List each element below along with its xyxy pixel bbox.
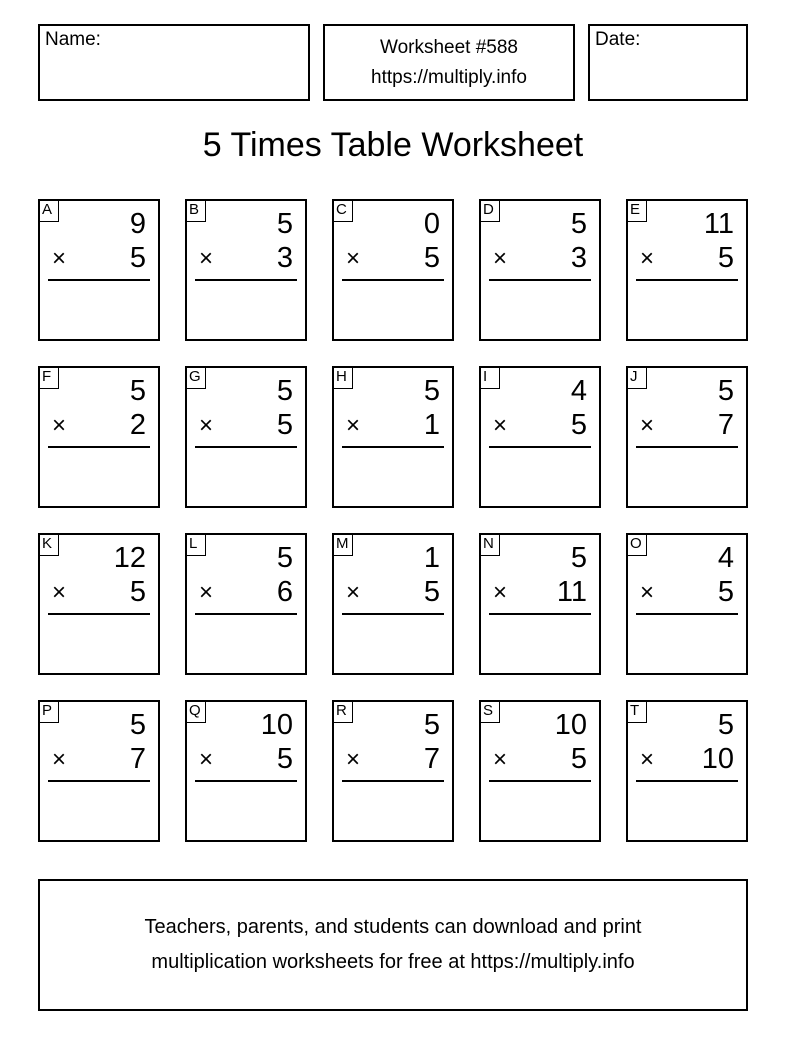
- worksheet-number: Worksheet #588: [379, 36, 518, 58]
- date-label: Date:: [595, 29, 641, 50]
- bottom-number: 1: [423, 409, 440, 441]
- problem-card-t: [626, 700, 748, 842]
- answer-line: [195, 780, 297, 782]
- top-number: 5: [129, 375, 146, 407]
- problem-letter: B: [186, 200, 206, 222]
- name-box[interactable]: [38, 24, 310, 101]
- times-sign: ×: [52, 579, 67, 606]
- problem-letter: F: [39, 367, 59, 389]
- top-number: 10: [554, 709, 587, 741]
- problem-card-h: [332, 366, 454, 508]
- answer-line: [342, 780, 444, 782]
- worksheet-info-box: [323, 24, 575, 101]
- page-title: 5 Times Table Worksheet: [202, 126, 584, 164]
- bottom-number: 3: [276, 242, 293, 274]
- problem-card-i: [479, 366, 601, 508]
- top-number: 5: [129, 709, 146, 741]
- problem-letter: C: [333, 200, 353, 222]
- answer-line: [489, 446, 591, 448]
- problem-card-j: [626, 366, 748, 508]
- answer-line: [342, 613, 444, 615]
- times-sign: ×: [493, 412, 508, 439]
- times-sign: ×: [199, 746, 214, 773]
- problem-card-q: [185, 700, 307, 842]
- times-sign: ×: [493, 746, 508, 773]
- site-url: https://multiply.info: [371, 66, 527, 88]
- problem-card-c: [332, 199, 454, 341]
- bottom-number: 7: [129, 743, 146, 775]
- answer-line: [48, 446, 150, 448]
- top-number: 5: [276, 208, 293, 240]
- problem-letter: O: [627, 534, 647, 556]
- times-sign: ×: [346, 412, 361, 439]
- problem-letter: N: [480, 534, 500, 556]
- answer-line: [195, 446, 297, 448]
- top-number: 4: [570, 375, 587, 407]
- problem-card-p: [38, 700, 160, 842]
- answer-line: [636, 279, 738, 281]
- top-number: 5: [423, 375, 440, 407]
- times-sign: ×: [493, 245, 508, 272]
- times-sign: ×: [346, 579, 361, 606]
- problem-letter: H: [333, 367, 353, 389]
- problem-card-k: [38, 533, 160, 675]
- answer-line: [48, 780, 150, 782]
- times-sign: ×: [346, 245, 361, 272]
- top-number: 10: [260, 709, 293, 741]
- top-number: 11: [703, 208, 734, 240]
- top-number: 1: [423, 542, 440, 574]
- times-sign: ×: [52, 245, 67, 272]
- bottom-number: 7: [717, 409, 734, 441]
- problem-letter: D: [480, 200, 500, 222]
- answer-line: [489, 613, 591, 615]
- bottom-number: 7: [423, 743, 440, 775]
- problem-letter: I: [480, 367, 500, 389]
- bottom-number: 10: [701, 743, 734, 775]
- problem-letter: T: [627, 701, 647, 723]
- problem-letter: P: [39, 701, 59, 723]
- bottom-number: 5: [717, 576, 734, 608]
- times-sign: ×: [640, 579, 655, 606]
- top-number: 0: [423, 208, 440, 240]
- footer-box: [38, 879, 748, 1011]
- problem-letter: K: [39, 534, 59, 556]
- name-label: Name:: [45, 29, 101, 50]
- problem-card-d: [479, 199, 601, 341]
- bottom-number: 6: [276, 576, 293, 608]
- bottom-number: 11: [556, 576, 587, 608]
- bottom-number: 5: [276, 409, 293, 441]
- top-number: 9: [129, 208, 146, 240]
- answer-line: [48, 279, 150, 281]
- answer-line: [342, 279, 444, 281]
- problem-card-l: [185, 533, 307, 675]
- answer-line: [636, 613, 738, 615]
- answer-line: [636, 446, 738, 448]
- bottom-number: 5: [129, 576, 146, 608]
- problem-letter: J: [627, 367, 647, 389]
- problem-card-f: [38, 366, 160, 508]
- problem-card-e: [626, 199, 748, 341]
- times-sign: ×: [52, 746, 67, 773]
- answer-line: [195, 279, 297, 281]
- problem-letter: L: [186, 534, 206, 556]
- times-sign: ×: [493, 579, 508, 606]
- bottom-number: 3: [570, 242, 587, 274]
- times-sign: ×: [199, 245, 214, 272]
- bottom-number: 2: [129, 409, 146, 441]
- bottom-number: 5: [717, 242, 734, 274]
- times-sign: ×: [346, 746, 361, 773]
- problem-letter: G: [186, 367, 206, 389]
- top-number: 5: [717, 375, 734, 407]
- answer-line: [489, 279, 591, 281]
- bottom-number: 5: [276, 743, 293, 775]
- problem-card-a: [38, 199, 160, 341]
- footer-line-1: Teachers, parents, and students can download and print: [144, 916, 642, 938]
- answer-line: [489, 780, 591, 782]
- top-number: 5: [276, 375, 293, 407]
- answer-line: [195, 613, 297, 615]
- top-number: 5: [423, 709, 440, 741]
- times-sign: ×: [640, 245, 655, 272]
- top-number: 12: [113, 542, 146, 574]
- footer-line-2: multiplication worksheets for free at https://multiply.info: [151, 951, 635, 973]
- problem-card-o: [626, 533, 748, 675]
- bottom-number: 5: [129, 242, 146, 274]
- answer-line: [48, 613, 150, 615]
- times-sign: ×: [640, 412, 655, 439]
- date-box[interactable]: [588, 24, 748, 101]
- problem-letter: E: [627, 200, 647, 222]
- times-sign: ×: [640, 746, 655, 773]
- times-sign: ×: [52, 412, 67, 439]
- problem-card-g: [185, 366, 307, 508]
- top-number: 5: [570, 542, 587, 574]
- problem-letter: Q: [186, 701, 206, 723]
- top-number: 5: [717, 709, 734, 741]
- problem-letter: M: [333, 534, 353, 556]
- times-sign: ×: [199, 579, 214, 606]
- problem-letter: A: [39, 200, 59, 222]
- problem-letter: R: [333, 701, 353, 723]
- bottom-number: 5: [423, 576, 440, 608]
- bottom-number: 5: [423, 242, 440, 274]
- bottom-number: 5: [570, 409, 587, 441]
- answer-line: [636, 780, 738, 782]
- problem-card-r: [332, 700, 454, 842]
- problem-card-b: [185, 199, 307, 341]
- top-number: 5: [570, 208, 587, 240]
- top-number: 4: [717, 542, 734, 574]
- answer-line: [342, 446, 444, 448]
- problem-card-s: [479, 700, 601, 842]
- times-sign: ×: [199, 412, 214, 439]
- problem-letter: S: [480, 701, 500, 723]
- bottom-number: 5: [570, 743, 587, 775]
- top-number: 5: [276, 542, 293, 574]
- problem-card-n: [479, 533, 601, 675]
- problem-card-m: [332, 533, 454, 675]
